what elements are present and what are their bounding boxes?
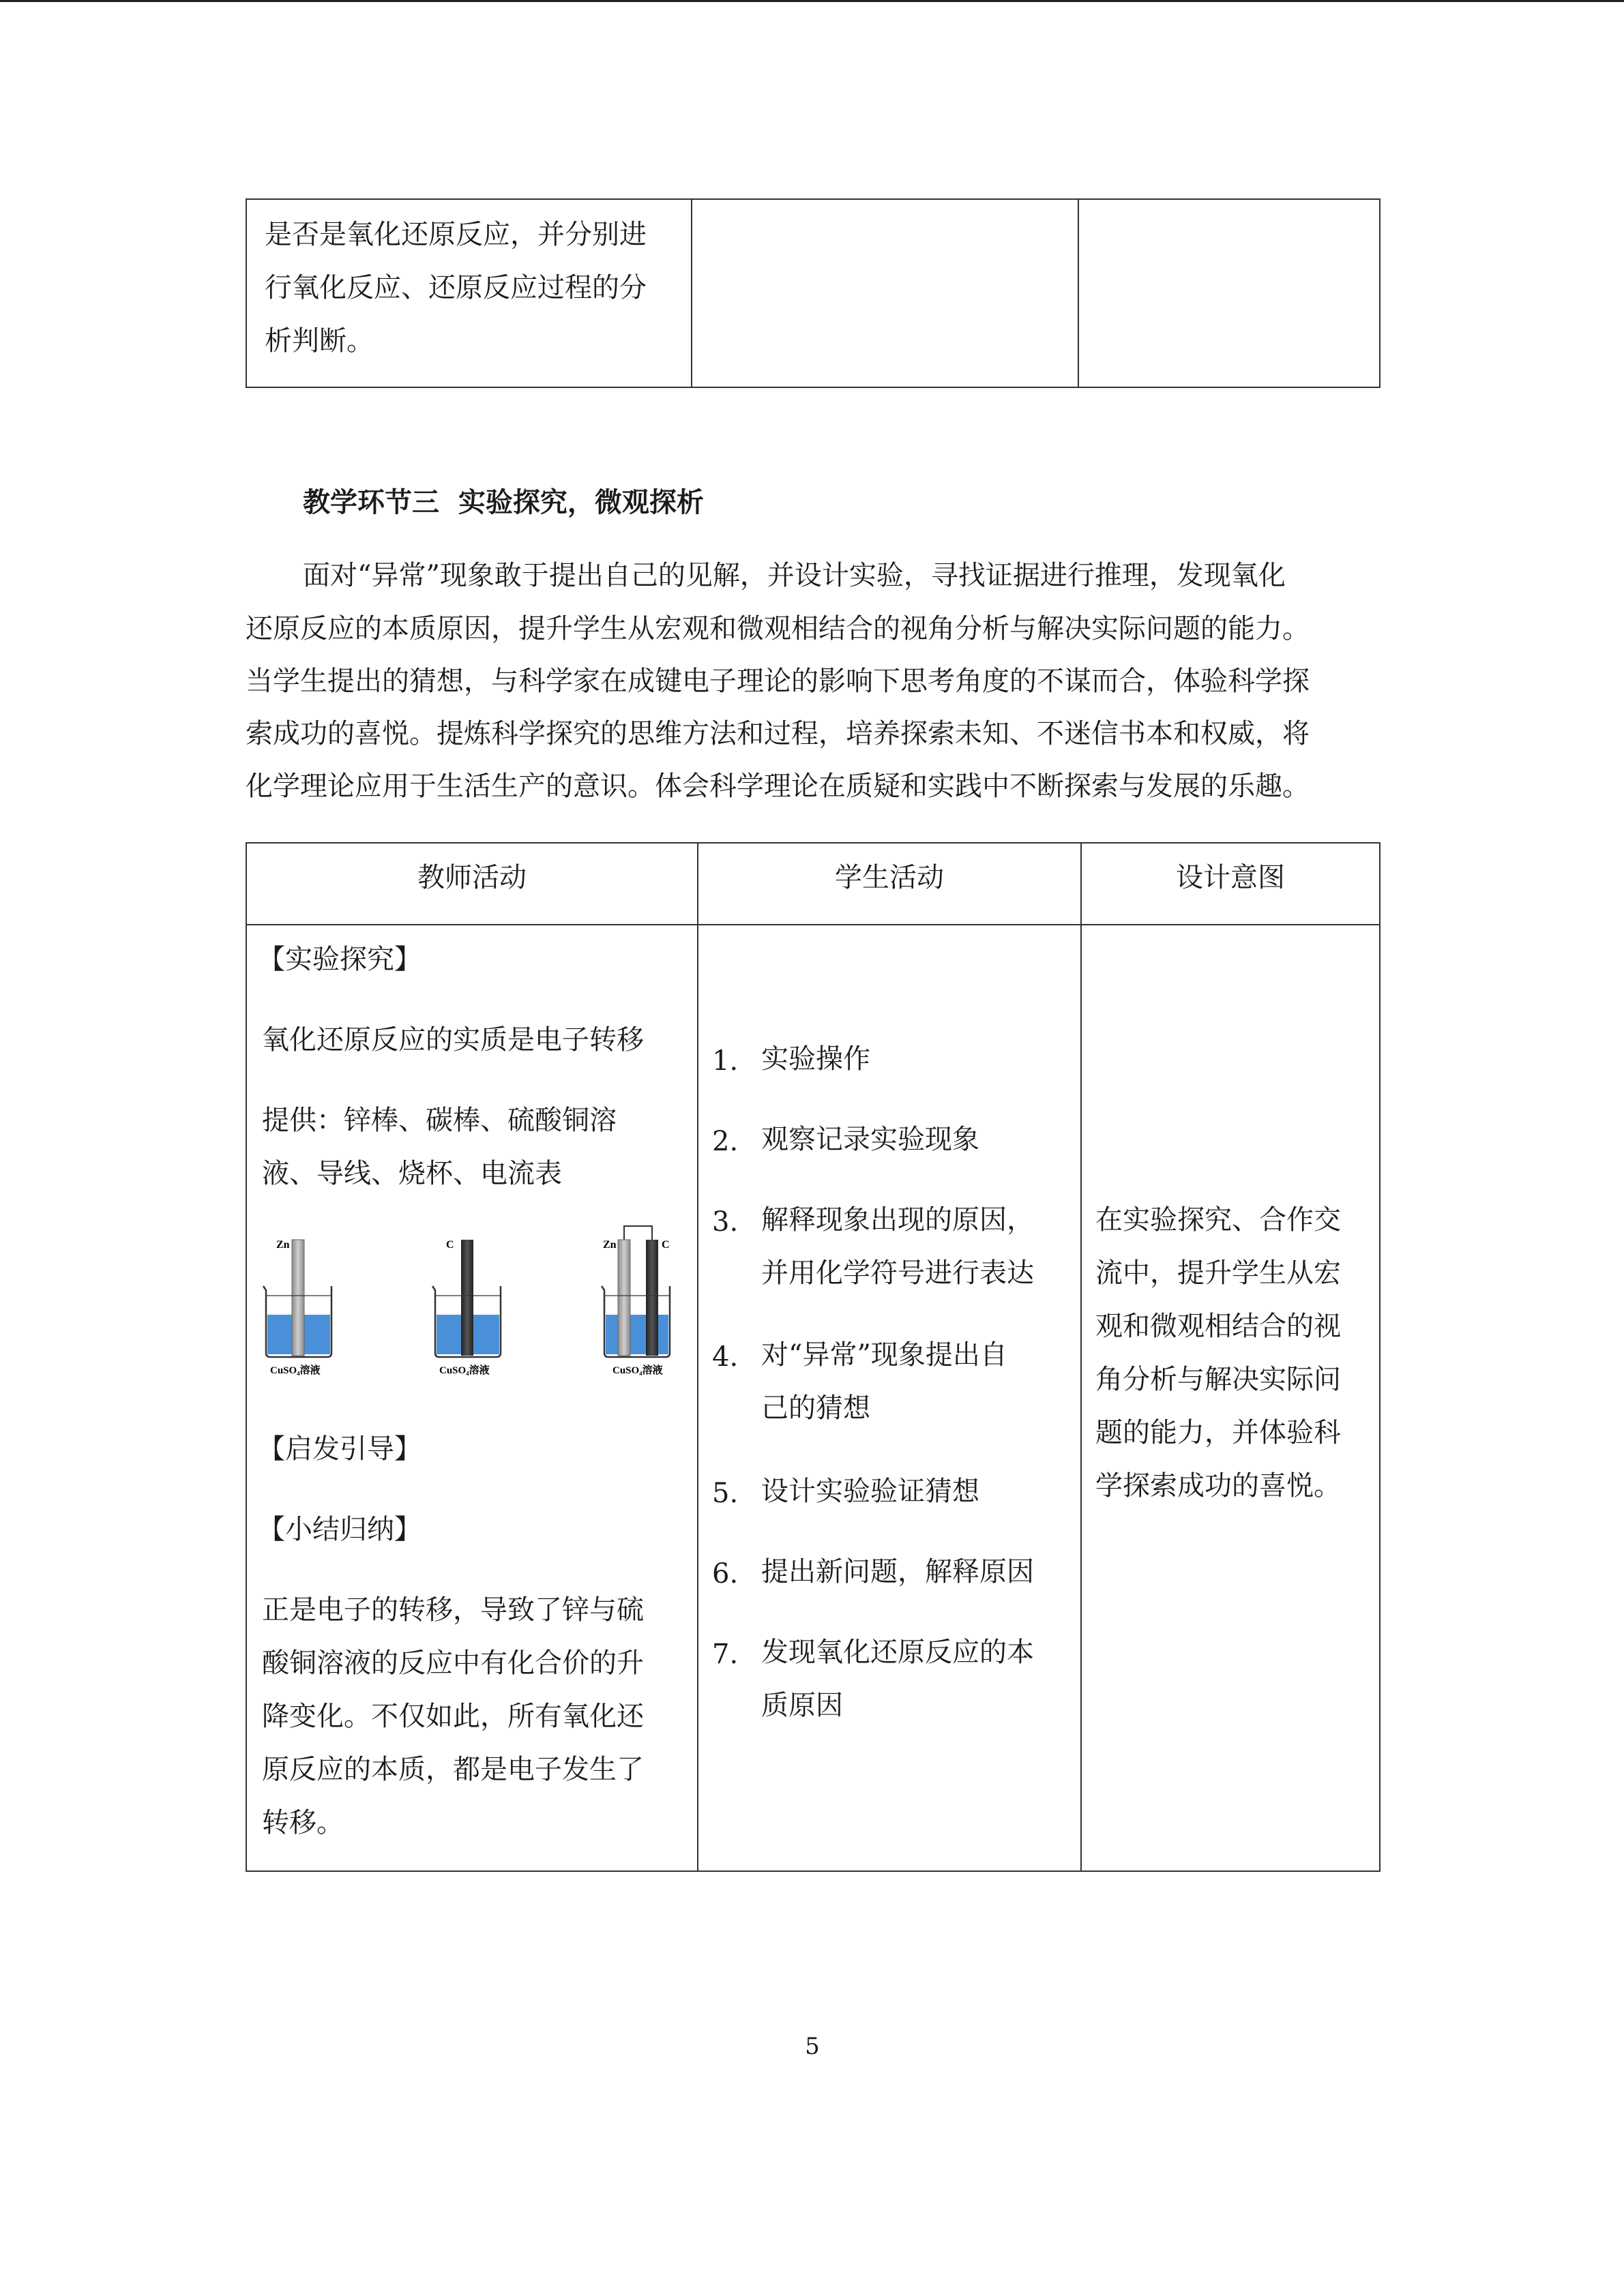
top-table-cell-teacher <box>246 199 692 387</box>
item-text: 实验操作 <box>761 1043 870 1075</box>
top-table-cell-student <box>692 199 1078 387</box>
summary-line: 转移。 <box>262 1807 344 1838</box>
intro-line: 面对“异常”现象敢于提出自己的见解，并设计实验，寻找证据进行推理，发现氧化 <box>303 560 1286 591</box>
item-text: 设计实验验证猜想 <box>761 1476 979 1507</box>
design-intent-cell <box>1081 925 1380 1871</box>
zinc-rod-connected <box>618 1240 630 1356</box>
item-number: 6. <box>712 1558 739 1590</box>
zinc-rod <box>292 1240 304 1356</box>
experiment-title: 【实验探究】 <box>258 944 422 975</box>
connecting-wire <box>624 1226 652 1240</box>
item-text: 并用化学符号进行表达 <box>761 1257 1034 1289</box>
essence-text: 氧化还原反应的实质是电子转移 <box>262 1024 644 1056</box>
beaker3-solution-label: CuSO₄溶液 <box>612 1365 663 1376</box>
top-cell-line: 是否是氧化还原反应，并分别进 <box>265 219 647 250</box>
intent-line: 观和微观相结合的视 <box>1095 1311 1341 1342</box>
item-text: 对“异常”现象提出自 <box>761 1339 1007 1371</box>
summary-line: 酸铜溶液的反应中有化合价的升 <box>262 1648 644 1679</box>
header-design-intent: 设计意图 <box>1081 843 1380 925</box>
item-number: 3. <box>712 1206 739 1238</box>
top-cell-line: 行氧化反应、还原反应过程的分 <box>265 272 647 303</box>
provide-line: 提供：锌棒、碳棒、硫酸铜溶 <box>262 1105 617 1136</box>
carbon-rod <box>461 1240 473 1356</box>
top-table-cell-intent <box>1078 199 1380 387</box>
intent-line: 流中，提升学生从宏 <box>1095 1257 1341 1289</box>
item-number: 1. <box>712 1045 739 1077</box>
intent-line: 学探索成功的喜悦。 <box>1095 1470 1341 1502</box>
item-text: 己的猜想 <box>761 1392 870 1424</box>
item-text: 观察记录实验现象 <box>761 1124 979 1155</box>
intro-line: 索成功的喜悦。提炼科学探究的思维方法和过程，培养探索未知、不迷信书本和权威，将 <box>246 718 1310 749</box>
intent-line: 角分析与解决实际问 <box>1095 1364 1341 1395</box>
summary-title: 【小结归纳】 <box>258 1514 422 1545</box>
beaker-zn <box>263 1239 331 1376</box>
intent-line: 在实验探究、合作交 <box>1095 1204 1341 1236</box>
header-student-activity: 学生活动 <box>698 843 1081 925</box>
section-heading: 教学环节三 实验探究，微观探析 <box>303 486 704 518</box>
item-text: 提出新问题，解释原因 <box>761 1556 1034 1587</box>
beaker3-rod-left-label: Zn <box>603 1239 617 1251</box>
beaker-figure <box>259 1219 682 1383</box>
header-teacher-activity: 教师活动 <box>246 843 698 925</box>
beaker-c <box>432 1239 501 1376</box>
item-text: 发现氧化还原反应的本 <box>761 1637 1034 1668</box>
top-cell-line: 析判断。 <box>265 325 374 357</box>
top-table <box>246 198 1381 388</box>
page-number: 5 <box>805 2033 820 2060</box>
item-text: 质原因 <box>761 1690 843 1721</box>
item-number: 5. <box>712 1478 739 1509</box>
beaker3-solution <box>606 1315 668 1354</box>
beaker3-rod-right-label: C <box>662 1239 670 1251</box>
carbon-rod-connected <box>646 1240 658 1356</box>
intro-line: 还原反应的本质原因，提升学生从宏观和微观相结合的视角分析与解决实际问题的能力。 <box>246 613 1310 644</box>
beaker2-rod-label: C <box>446 1239 454 1251</box>
summary-line: 降变化。不仅如此，所有氧化还 <box>262 1701 644 1732</box>
student-activity-cell <box>698 925 1081 1871</box>
intro-line: 化学理论应用于生活生产的意识。体会科学理论在质疑和实践中不断探索与发展的乐趣。 <box>246 771 1310 802</box>
beaker1-rod-label: Zn <box>276 1239 290 1251</box>
beaker2-solution-label: CuSO₄溶液 <box>439 1365 490 1376</box>
intent-line: 题的能力，并体验科 <box>1095 1417 1341 1448</box>
intro-line: 当学生提出的猜想，与科学家在成键电子理论的影响下思考角度的不谋而合，体验科学探 <box>246 666 1310 697</box>
guide-title: 【启发引导】 <box>258 1433 422 1465</box>
item-number: 2. <box>712 1126 739 1157</box>
summary-line: 正是电子的转移，导致了锌与硫 <box>262 1594 644 1626</box>
item-number: 4. <box>712 1341 739 1373</box>
beaker-zn-c <box>602 1226 670 1376</box>
item-text: 解释现象出现的原因， <box>761 1204 1034 1236</box>
provide-line: 液、导线、烧杯、电流表 <box>262 1158 562 1189</box>
beaker1-solution-label: CuSO₄溶液 <box>270 1365 321 1376</box>
summary-line: 原反应的本质，都是电子发生了 <box>262 1754 644 1785</box>
item-number: 7. <box>712 1639 739 1670</box>
